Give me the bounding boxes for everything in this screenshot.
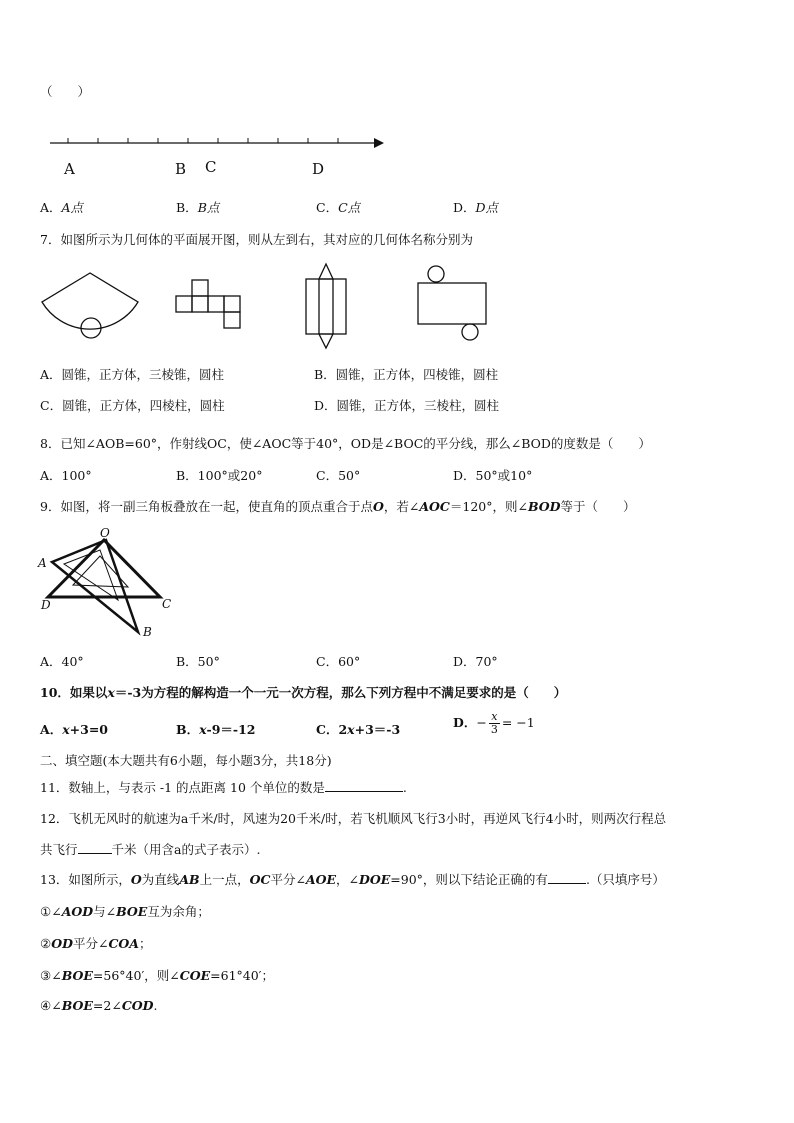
fig-label-b: B <box>143 625 152 639</box>
q6-option-b: B．B点 <box>176 200 220 215</box>
numberline-label-c: C <box>205 158 217 176</box>
q13-item-4: ④∠BOE=2∠COD. <box>40 998 158 1013</box>
q8-option-a: A．100° <box>40 468 92 483</box>
q9-stem: 9．如图，将一副三角板叠放在一起，使直角的顶点重合于点O，若∠AOC＝120°，则∠BOD等于（ ） <box>40 499 636 514</box>
q10-option-d: D．− $\frac{x}{3}$ = −1 <box>453 710 535 736</box>
q6-paren: （ ） <box>40 84 91 99</box>
numberline-label-b: B <box>175 160 187 178</box>
q7-stem: 7．如图所示为几何体的平面展开图，则从左到右，其对应的几何体名称分别为 <box>40 232 473 247</box>
answer-blank[interactable] <box>78 841 112 854</box>
fig-label-o: O <box>100 526 110 540</box>
q13-stem: 13．如图所示，O为直线AB上一点，OC平分∠AOE，∠DOE=90°，则以下结论正确的有 .（只填序号） <box>40 872 665 887</box>
answer-blank[interactable] <box>548 871 586 884</box>
q7-option-b: B．圆锥，正方体，四棱锥，圆柱 <box>314 367 499 382</box>
q8-option-d: D．50°或10° <box>453 468 533 483</box>
q13-item-3: ③∠BOE=56°40′，则∠COE=61°40′； <box>40 968 275 983</box>
q7-option-c: C．圆锥，正方体，四棱柱，圆柱 <box>40 398 225 413</box>
q13-item-2: ②OD平分∠COA； <box>40 936 152 951</box>
q6-option-a: A．A点 <box>40 200 84 215</box>
q12-line1: 12．飞机无风时的航速为a千米/时，风速为20千米/时，若飞机顺风飞行3小时，再逆风飞行4小时，则两次行程总 <box>40 811 667 826</box>
answer-blank[interactable] <box>325 779 403 792</box>
fig-label-a: A <box>38 556 47 570</box>
q12-line2: 共飞行 千米（用含a的式子表示）. <box>40 842 261 857</box>
q9-option-d: D．70° <box>453 654 498 669</box>
numberline-label-d: D <box>312 160 325 178</box>
numberline-label-a: A <box>64 160 75 178</box>
q9-option-c: C．60° <box>316 654 361 669</box>
q8-option-c: C．50° <box>316 468 361 483</box>
q11-stem: 11．数轴上，与表示 -1 的点距离 10 个单位的数是 . <box>40 780 407 795</box>
q7-option-d: D．圆锥，正方体，三棱柱，圆柱 <box>314 398 500 413</box>
fig-label-d: D <box>41 598 51 612</box>
q8-stem: 8．已知∠AOB=60°，作射线OC，使∠AOC等于40°，OD是∠BOC的平分线，那么∠BOD的度数是（ ） <box>40 436 651 451</box>
q10-option-b: B．x-9＝-12 <box>176 722 256 737</box>
q7-option-a: A．圆锥，正方体，三棱锥，圆柱 <box>40 367 225 382</box>
q6-option-d: D．D点 <box>453 200 499 215</box>
q13-item-1: ①∠AOD与∠BOE互为余角； <box>40 904 210 919</box>
section-title: 二、填空题(本大题共有6小题，每小题3分，共18分) <box>40 753 332 768</box>
q8-option-b: B．100°或20° <box>176 468 263 483</box>
fraction: $\frac{x}{3}$ <box>490 710 498 736</box>
q9-option-b: B．50° <box>176 654 220 669</box>
q10-option-a: A．x+3=0 <box>40 722 108 737</box>
fig-label-c: C <box>162 597 172 611</box>
q9-option-a: A．40° <box>40 654 84 669</box>
q10-stem: 10．如果以x＝-3为方程的解构造一个一元一次方程，那么下列方程中不满足要求的是（ ） <box>40 685 567 700</box>
q10-option-c: C．2x+3＝-3 <box>316 722 401 737</box>
q6-option-c: C．C点 <box>316 200 361 215</box>
